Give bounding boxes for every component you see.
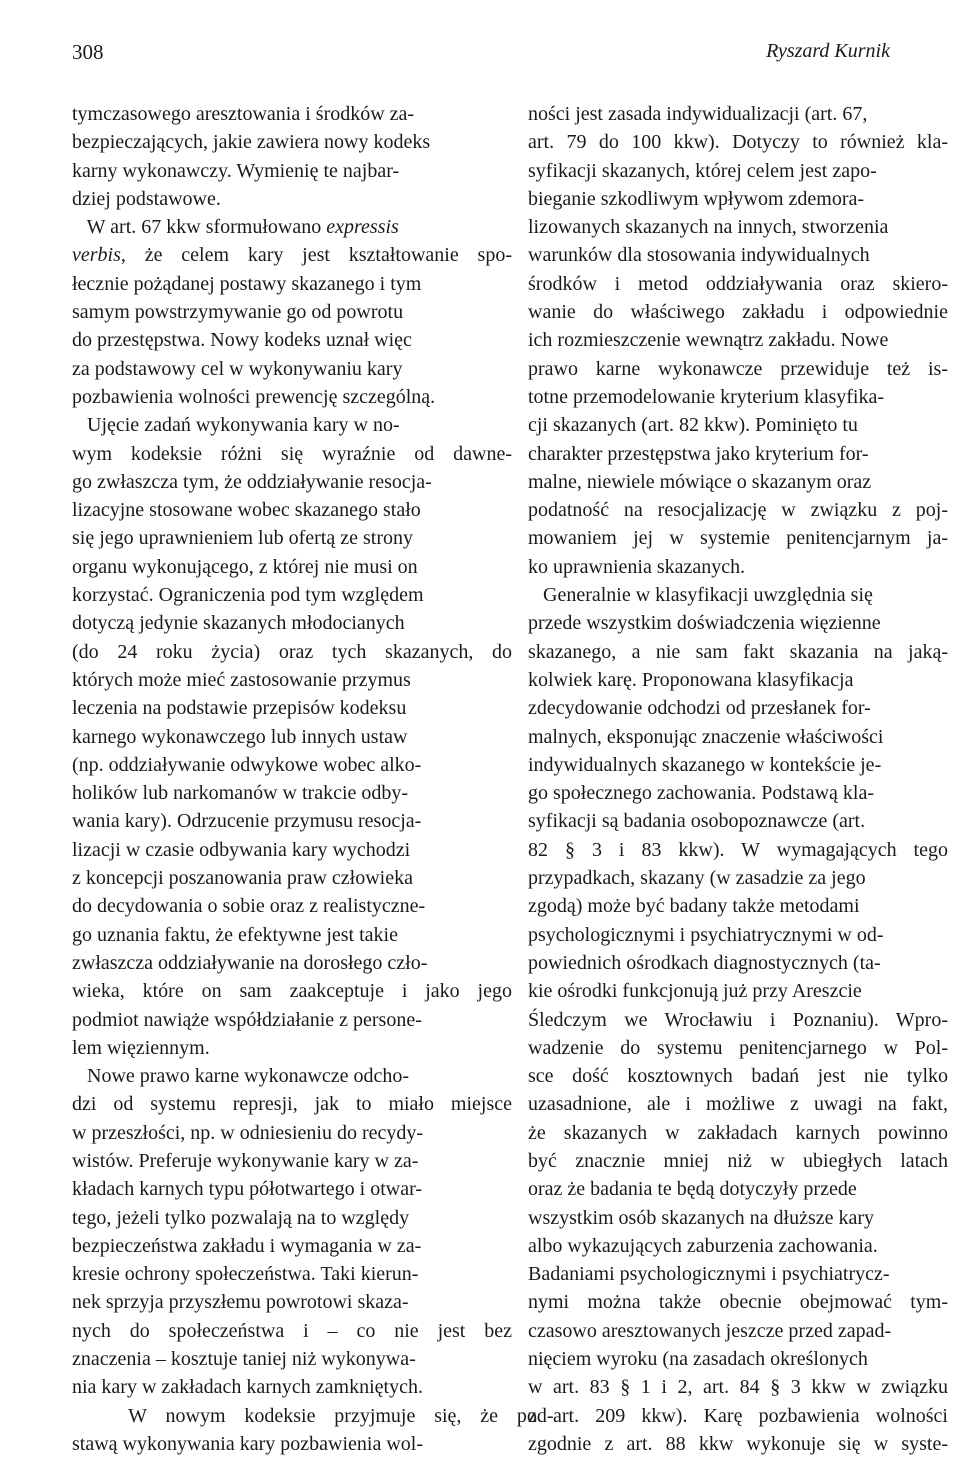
text-line: nymi można także obecnie obejmować tym-	[528, 1291, 948, 1314]
text-line: nia kary w zakładach karnych zamkniętych.	[72, 1376, 423, 1399]
running-head-author: Ryszard Kurnik	[766, 40, 890, 62]
text-column-left	[72, 100, 554, 1458]
text-line: prawo karne wykonawcze przewiduje też is-	[528, 357, 948, 380]
text-line: oraz że badania te będą dotyczyły przede	[528, 1178, 857, 1201]
text-line: ności jest zasada indywidualizacji (art. 67,	[528, 103, 868, 125]
text-line: (np. oddziaływanie odwykowe wobec alko-	[72, 753, 422, 776]
text-line: art. 79 do 100 kkw). Dotyczy to również kla-	[528, 131, 948, 154]
text-line: do przestępstwa. Nowy kodeks uznał więc	[72, 329, 412, 352]
text-line: samym powstrzymywanie go od powrotu	[72, 301, 404, 324]
text-line: dziej podstawowe.	[72, 187, 221, 210]
text-line: się jego uprawnieniem lub ofertą ze strony	[72, 527, 413, 550]
text-line: lizacyjne stosowane wobec skazanego stało	[72, 499, 421, 522]
text-line: nych do społeczeństwa i – co nie jest bez	[72, 1319, 512, 1342]
text-line: bezpieczających, jakie zawiera nowy kodeks	[72, 131, 431, 154]
text-line: holików lub narkomanów w trakcie odby-	[72, 782, 409, 805]
text-line: wistów. Preferuje wykonywanie kary w za-	[72, 1149, 419, 1172]
text-line: zwłaszcza oddziaływanie na dorosłego czło-	[72, 951, 428, 974]
text-line: w art. 83 § 1 i 2, art. 84 § 3 kkw w związku	[528, 1376, 948, 1399]
text-line: powiednich ośrodkach diagnostycznych (ta-	[528, 951, 881, 974]
text-line: sce dość kosztownych badań jest nie tylko	[528, 1065, 948, 1088]
text-line: Generalnie w klasyfikacji uwzględnia się	[528, 584, 873, 607]
text-line: organu wykonującego, z której nie musi on	[72, 555, 418, 578]
text-line: karny wykonawczy. Wymienię te najbar-	[72, 159, 400, 182]
text-line: dzi od systemu represji, jak to miało miejsce	[72, 1093, 512, 1116]
text-line: z koncepcji poszanowania praw człowieka	[72, 867, 413, 890]
text-line: go uznania faktu, że efektywne jest takie	[72, 923, 398, 946]
text-line: charakter przestępstwa jako kryterium for-	[528, 442, 869, 465]
text-line: kresie ochrony społeczeństwa. Taki kierun-	[72, 1263, 419, 1286]
text-line: wanie do właściwego zakładu i odpowiednie	[528, 301, 948, 324]
text-line: (do 24 roku życia) oraz tych skazanych, do	[72, 640, 512, 663]
text-line: w przeszłości, np. w odniesieniu do recydy-	[72, 1121, 424, 1144]
text-line: W nowym kodeksie przyjmuje się, że pod-	[72, 1404, 554, 1427]
text-line: pozbawienia wolności prewencję szczególną.	[72, 385, 436, 408]
text-line: karnego wykonawczego lub innych ustaw	[72, 725, 408, 748]
text-line: Badaniami psychologicznymi i psychiatrycz-	[528, 1263, 890, 1286]
text-line: kie ośrodki funkcjonują już przy Areszcie	[528, 980, 862, 1003]
text-line: bezpieczeństwa zakładu i wymagania w za-	[72, 1234, 422, 1257]
text-line: psychologicznymi i psychiatrycznymi w od-	[528, 923, 884, 946]
page-number: 308	[72, 40, 104, 64]
text-line: verbis, że celem kary jest kształtowanie spo-	[72, 244, 512, 267]
text-line: uzasadnione, ale i możliwe z uwagi na fakt,	[528, 1093, 948, 1116]
text-line: zdecydowanie odchodzi od przesłanek for-	[528, 697, 871, 720]
text-line: lizowanych skazanych na innych, stworzenia	[528, 216, 889, 239]
text-line: bieganie szkodliwym wpływom zdemora-	[528, 187, 865, 210]
text-line: go społecznego zachowania. Podstawą kla-	[528, 782, 874, 805]
text-line: podmiot nawiąże współdziałanie z persone-	[72, 1008, 422, 1031]
text-line: zgodą) może być badany także metodami	[528, 895, 860, 918]
text-line: albo wykazujących zaburzenia zachowania.	[528, 1234, 878, 1257]
text-line: wania kary). Odrzucenie przymusu resocja-	[72, 810, 422, 833]
text-line: lem więziennym.	[72, 1036, 210, 1059]
text-line: malne, niewiele mówiące o skazanym oraz	[528, 470, 872, 493]
text-line: cji skazanych (art. 82 kkw). Pominięto tu	[528, 414, 858, 437]
text-line: Ujęcie zadań wykonywania kary w no-	[72, 414, 400, 437]
text-line: syfikacji skazanych, której celem jest zapo-	[528, 159, 877, 182]
text-line: wadzenie do systemu penitencjarnego w Pol-	[528, 1036, 948, 1059]
text-line: łecznie pożądanej postawy skazanego i tym	[72, 272, 422, 295]
page-header	[72, 40, 890, 74]
text-line: mowaniem jej w systemie penitencjarnym ja-	[528, 527, 948, 550]
text-line: ich rozmieszczenie wewnątrz zakładu. Nowe	[528, 329, 889, 352]
text-line: Nowe prawo karne wykonawcze odcho-	[72, 1065, 410, 1088]
text-line: środków i metod oddziaływania oraz skiero-	[528, 272, 948, 295]
text-line: nięciem wyroku (na zasadach określonych	[528, 1348, 868, 1371]
text-line: przede wszystkim doświadczenia więzienne	[528, 612, 881, 635]
text-line: go zwłaszcza tym, że oddziaływanie resocja-	[72, 470, 432, 493]
text-line: skazanego, a nie sam fakt skazania na jaką-	[528, 640, 948, 663]
text-line: malnych, eksponując znaczenie właściwości	[528, 725, 884, 748]
text-line: których może mieć zastosowanie przymus	[72, 668, 411, 691]
text-line: syfikacji są badania osobopoznawcze (art.	[528, 810, 866, 833]
text-line: dotyczą jedynie skazanych młodocianych	[72, 612, 405, 635]
text-line: ko uprawnienia skazanych.	[528, 555, 746, 578]
text-line: nek sprzyja przyszłemu powrotowi skaza-	[72, 1291, 409, 1314]
text-line: podatność na resocjalizację w związku z poj-	[528, 499, 948, 522]
text-line: stawą wykonywania kary pozbawienia wol-	[72, 1432, 423, 1455]
text-line: za podstawowy cel w wykonywaniu kary	[72, 357, 403, 380]
text-line: korzystać. Ograniczenia pod tym względem	[72, 584, 424, 607]
text-line: leczenia na podstawie przepisów kodeksu	[72, 697, 407, 720]
text-line: zgodnie z art. 88 kkw wykonuje się w syste-	[528, 1432, 948, 1455]
text-line: że skazanych w zakładach karnych powinno	[528, 1121, 948, 1144]
text-line: W art. 67 kkw sformułowano expressis	[72, 216, 399, 239]
text-line: być znacznie mniej niż w ubiegłych latach	[528, 1149, 948, 1172]
text-line: do decydowania o sobie oraz z realistyczne-	[72, 895, 426, 918]
text-line: 82 § 3 i 83 kkw). W wymagających tego	[528, 838, 948, 861]
text-line: z art. 209 kkw). Karę pozbawienia wolności	[528, 1404, 948, 1427]
text-line: totne przemodelowanie kryterium klasyfika-	[528, 385, 884, 408]
text-line: Śledczym we Wrocławiu i Poznaniu). Wpro-	[528, 1008, 948, 1031]
text-line: znaczenia – kosztuje taniej niż wykonywa-	[72, 1348, 416, 1371]
text-line: przypadkach, skazany (w zasadzie za jego	[528, 867, 866, 890]
text-line: indywidualnych skazanego w kontekście je-	[528, 753, 882, 776]
text-line: wieka, które on sam zaakceptuje i jako jego	[72, 980, 512, 1003]
text-line: tego, jeżeli tylko pozwalają na to względy	[72, 1206, 410, 1229]
text-line: lizacji w czasie odbywania kary wychodzi	[72, 838, 411, 861]
text-line: kolwiek karę. Proponowana klasyfikacja	[528, 668, 854, 691]
text-column-right	[528, 100, 948, 1458]
text-line: czasowo aresztowanych jeszcze przed zapad-	[528, 1319, 892, 1342]
text-line: warunków dla stosowania indywidualnych	[528, 244, 870, 267]
text-line: wszystkim osób skazanych na dłuższe kary	[528, 1206, 875, 1229]
text-line: kładach karnych typu półotwartego i otwar-	[72, 1178, 423, 1201]
text-line: tymczasowego aresztowania i środków za-	[72, 103, 415, 125]
text-line: wym kodeksie różni się wyraźnie od dawne-	[72, 442, 512, 465]
